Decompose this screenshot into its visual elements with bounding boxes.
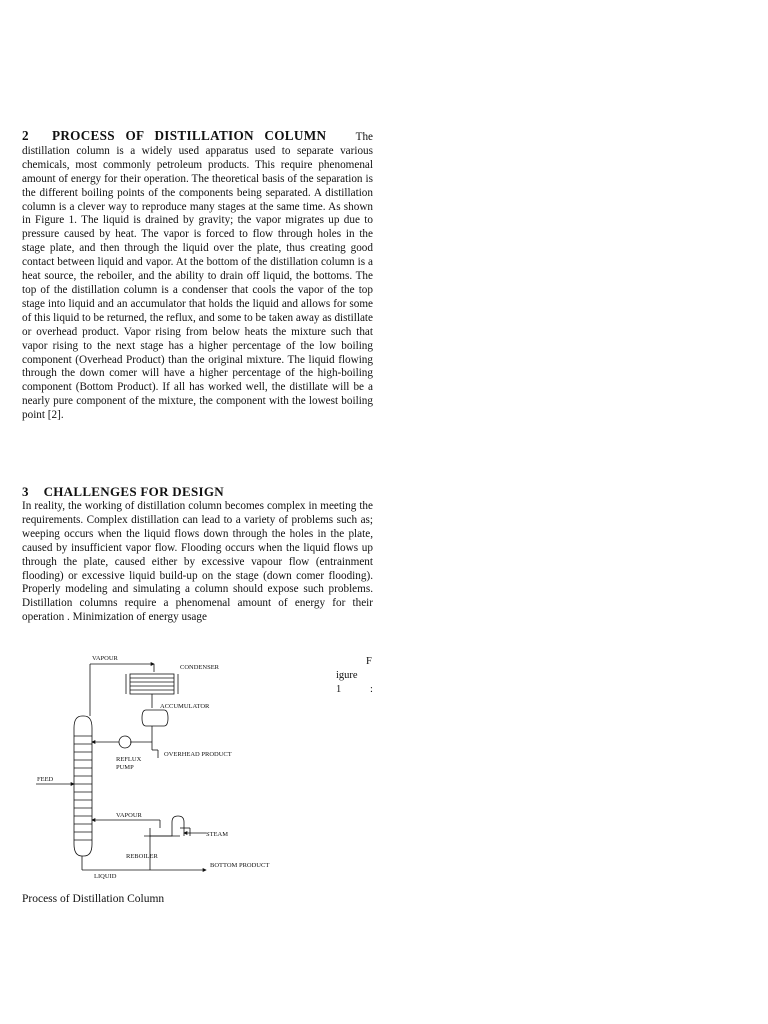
section-2-body: distillation column is a widely used apparatus used to separate various chemicals, most commonly petroleum products. This require phenomenal amount of energy for their operation. The theoretical basis of the separation is the different boiling points of the components being separated. A distillation column is a clever way to reproduce many stages at the same time. As shown in Figure 1. The liquid is drained by gravity; the vapor migrates up due to pressure caused by heat. The vapor is forced to flow through holes in the stage plate, and then through the liquid over the plate, thus creating good contact between liquid and vapor. At the bottom of the distillation column is a heat source, the reboiler, and the ability to drain off liquid, the bottoms. The top of the distillation column is a condenser that cools the vapor of the top stage into liquid and an accumulator that holds the liquid and allows for some of this liquid to be returned, the reflux, and some to be taken away as distillate or overhead product. Vapor rising from below heats the mixture such that vapor rising to the next stage has a higher percentage of the low boiling component (Overhead Product) than the original mixture. The liquid flowing through the down comer will have a higher percentage of the high-boiling component (Bottom Product). If all has worked well, the distillate will be a nearly pure component of the mixture, the component with the lowest boiling point [2]. <box>22 144 373 422</box>
condenser <box>126 674 178 694</box>
label-vapour-top: VAPOUR <box>92 655 118 662</box>
distillation-diagram <box>30 650 290 882</box>
section-3-title: CHALLENGES FOR DESIGN <box>43 484 224 499</box>
figure-side-number: 1 <box>336 684 342 695</box>
label-bottom-product: BOTTOM PRODUCT <box>210 862 270 869</box>
section-3 <box>22 500 373 625</box>
figure-caption: Process of Distillation Column <box>22 893 165 905</box>
column-vessel <box>74 716 92 856</box>
section-2 <box>22 129 373 423</box>
figure-side-f: F <box>366 656 372 667</box>
label-steam: STEAM <box>206 831 229 838</box>
accumulator-outlet <box>130 726 158 750</box>
label-reflux: REFLUX <box>116 756 142 763</box>
section-2-title: PROCESS OF DISTILLATION COLUMN <box>52 128 327 143</box>
section-3-body: In reality, the working of distillation column becomes complex in meeting the requirements. Complex distillation can lead to a variety of problems such as; weeping occurs when the liquid flows down through the holes in the plate, caused by insufficient vapor flow. Flooding occurs when the liquid flows up through the plate, caused either by excessive vapour flow (entrainment flooding) or excessive liquid build-up on the stage (down comer flooding). Properly modeling and simulating a column should expose such problems. Distillation columns require a phenomenal amount of energy for their operation . Minimization of energy usage <box>22 500 373 624</box>
section-2-number: 2 <box>22 128 29 143</box>
figure-side-igure: igure <box>336 670 358 681</box>
label-overhead-product: OVERHEAD PRODUCT <box>164 751 232 758</box>
label-pump: PUMP <box>116 764 134 771</box>
section-2-heading <box>22 128 326 143</box>
vapour-line-bottom <box>92 820 160 828</box>
label-liquid: LIQUID <box>94 873 117 880</box>
section-3-heading <box>22 484 373 500</box>
figure-side-colon: : <box>370 684 373 695</box>
section-2-paragraph <box>22 129 373 423</box>
label-feed: FEED <box>37 776 54 783</box>
label-condenser: CONDENSER <box>180 664 220 671</box>
label-accumulator: ACCUMULATOR <box>160 703 210 710</box>
reflux-pump <box>92 736 131 748</box>
label-reboiler: REBOILER <box>126 853 158 860</box>
section-3-number: 3 <box>22 484 29 499</box>
accumulator <box>142 710 168 726</box>
section-2-lead-word: The <box>355 131 374 143</box>
label-vapour-bottom: VAPOUR <box>116 812 142 819</box>
reboiler <box>144 816 206 836</box>
